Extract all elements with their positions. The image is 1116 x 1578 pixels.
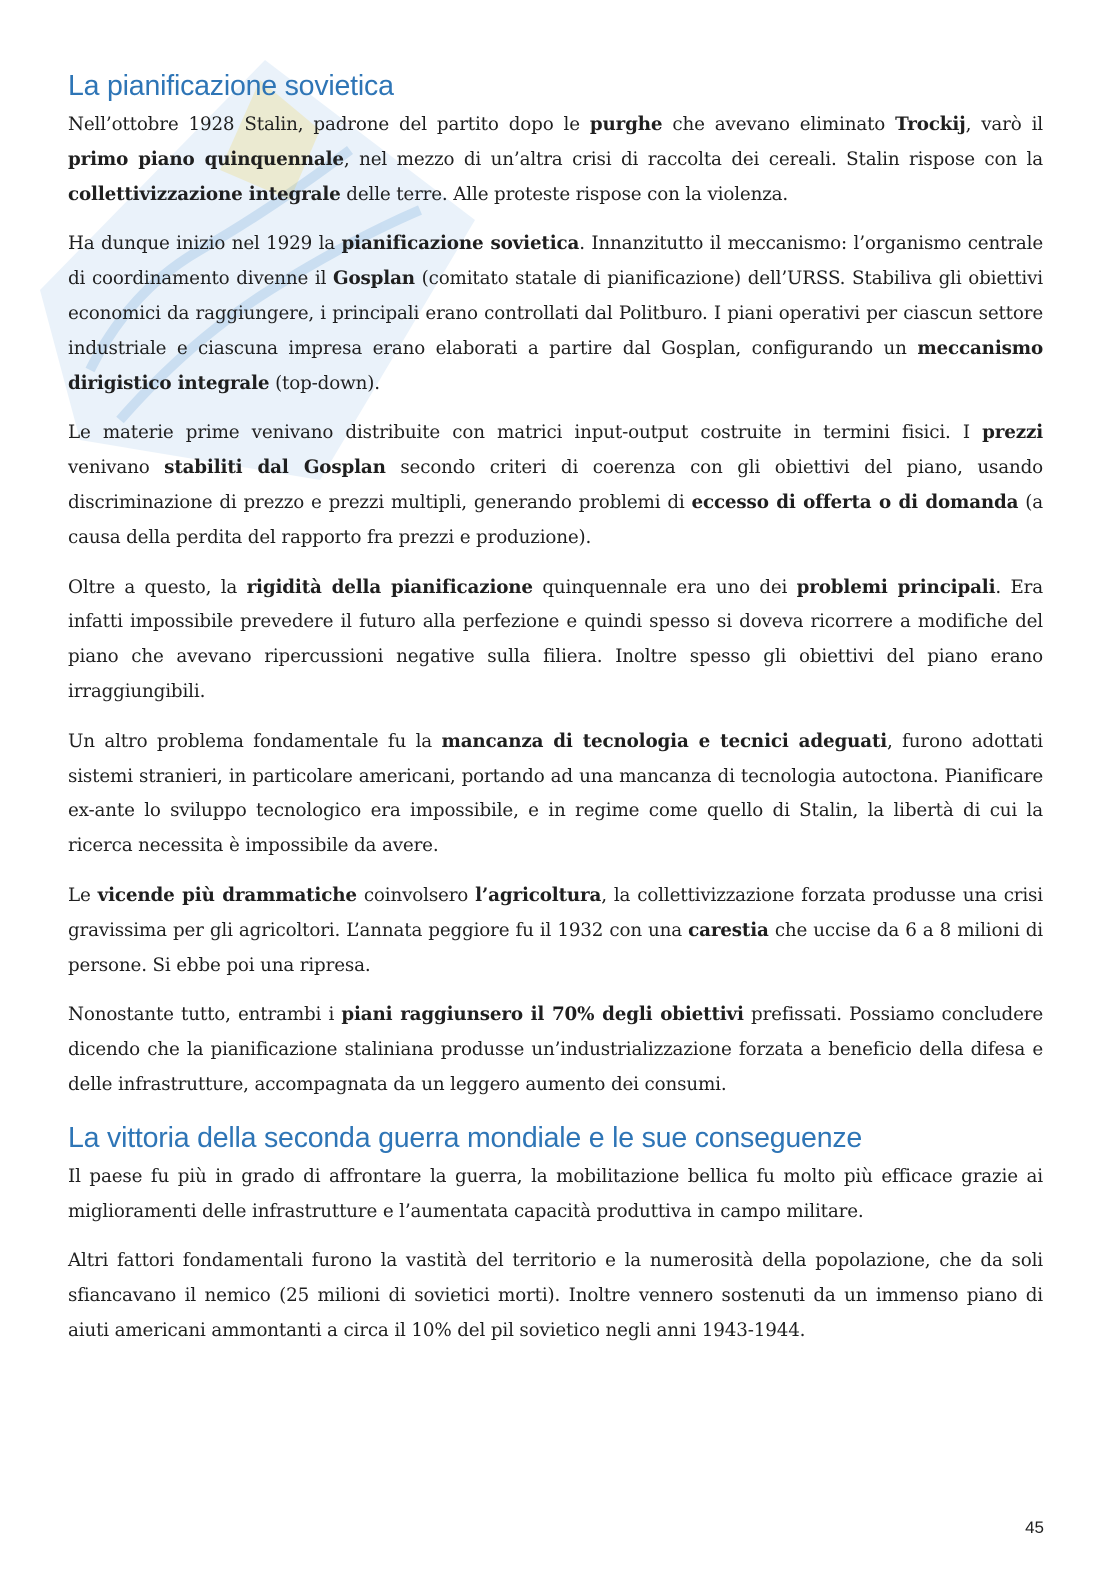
text-run: coinvolsero (356, 884, 476, 906)
bold-text: rigidità della pianificazione (246, 576, 533, 598)
bold-text: l’agricoltura (475, 884, 602, 906)
paragraph (68, 879, 1043, 983)
text-run: Il paese fu più in grado di affrontare la guerra, la mobilitazione bellica fu molto più efficace grazie ai miglioramenti delle infrastrutture e l’aumentata capacità produttiva in campo militare. (68, 1165, 1043, 1222)
bold-text: collettivizzazione integrale (68, 183, 341, 205)
bold-text: carestia (688, 919, 769, 941)
text-run: Nonostante tutto, entrambi i (68, 1004, 342, 1026)
paragraph (68, 571, 1043, 710)
text-run: Ha dunque inizio nel 1929 la (68, 233, 342, 255)
bold-text: Gosplan (333, 268, 415, 290)
text-run: Altri fattori fondamentali furono la vastità del territorio e la numerosità della popolazione, che da soli sfiancavano il nemico (25 milioni di sovietici morti). Inoltre vennero sostenuti da un immenso piano di aiuti americani ammontanti a circa il 10% del pil sovietico negli anni 1943-1944. (68, 1250, 1043, 1341)
text-run: (top-down). (269, 372, 380, 394)
paragraph (68, 1160, 1043, 1230)
bold-text: piani raggiunsero il 70% degli obiettivi (341, 1004, 744, 1026)
bold-text: pianificazione sovietica (341, 233, 580, 255)
text-run: . Era infatti impossibile prevedere il futuro alla perfezione e quindi spesso si doveva ricorrere a modifiche del piano che avevano ripercussioni negative sulla filiera. Inoltre spesso gli obiettivi del piano erano irraggiungibili. (68, 576, 1043, 702)
text-run: , varò il (965, 114, 1043, 135)
section-heading-pianificazione: La pianificazione sovietica (68, 70, 394, 102)
paragraph (68, 998, 1043, 1102)
text-run: che uccise da 6 a 8 milioni di persone. Si ebbe poi una ripresa. (68, 919, 1043, 976)
bold-text: Trockij (895, 114, 966, 135)
text-run: Oltre a questo, la (68, 576, 247, 598)
bold-text: primo piano quinquennale (68, 148, 344, 170)
text-run: Le materie prime venivano distribuite con matrici input-output costruite in termini fisici. I (68, 422, 983, 444)
paragraph (68, 725, 1043, 864)
text-run: delle terre. Alle proteste rispose con la violenza. (340, 183, 789, 205)
bold-text: problemi principali (796, 576, 996, 598)
bold-text: stabiliti dal Gosplan (164, 457, 386, 479)
page-number: 45 (1025, 1518, 1044, 1537)
text-run: Le (68, 884, 98, 906)
text-run: Un altro problema fondamentale fu la (68, 730, 442, 752)
text-run: (comitato statale di pianificazione) dell’URSS. Stabiliva gli obiettivi economici da raggiungere, i principali erano controllati dal Politburo. I piani operativi per ciascun settore industriale e ciascuna impresa erano elaborati a partire dal Gosplan, configurando un (68, 268, 1043, 359)
text-run: , la collettivizzazione forzata produsse una crisi gravissima per gli agricoltori. L’annata peggiore fu il 1932 con una (68, 884, 1043, 941)
text-run: secondo criteri di coerenza con gli obiettivi del piano, usando discriminazione di prezzo e prezzi multipli, generando problemi di (68, 457, 1043, 513)
text-run: quinquennale era uno dei (532, 576, 797, 598)
text-run: . Innanzitutto il meccanismo: l’organismo centrale di coordinamento divenne il (68, 233, 1043, 290)
bold-text: vicende più drammatiche (97, 884, 357, 906)
text-run: prefissati. Possiamo concludere dicendo che la pianificazione staliniana produsse un’industrializzazione forzata a beneficio della difesa e delle infrastrutture, accompagnata da un leggero aumento dei consumi. (68, 1004, 1043, 1095)
bold-text: purghe (589, 114, 663, 135)
text-run: venivano (68, 457, 165, 479)
text-run: che avevano eliminato (662, 114, 896, 135)
section-heading-seconda-guerra: La vittoria della seconda guerra mondiale e le sue conseguenze (68, 1121, 863, 1154)
text-run: (a causa della perdita del rapporto fra prezzi e produzione). (68, 491, 1043, 548)
bold-text: prezzi (982, 422, 1043, 444)
document-body (68, 66, 1043, 1364)
paragraph (68, 227, 1043, 401)
paragraph (68, 416, 1043, 555)
text-run: Nell’ottobre 1928 Stalin, padrone del partito dopo le (68, 114, 590, 135)
paragraph (68, 108, 1043, 212)
text-run: , nel mezzo di un’altra crisi di raccolta dei cereali. Stalin rispose con la (343, 148, 1043, 170)
text-run: , furono adottati sistemi stranieri, in particolare americani, portando ad una mancanza di tecnologia autoctona. Pianificare ex-ante lo sviluppo tecnologico era impossibile, e in regime come quello di Stalin, la libertà di cui la ricerca necessita è impossibile da avere. (68, 730, 1043, 857)
paragraph (68, 1244, 1043, 1348)
bold-text: meccanismo dirigistico integrale (68, 337, 1043, 394)
bold-text: mancanza di tecnologia e tecnici adeguati (441, 730, 888, 752)
bold-text: eccesso di offerta o di domanda (691, 491, 1019, 513)
